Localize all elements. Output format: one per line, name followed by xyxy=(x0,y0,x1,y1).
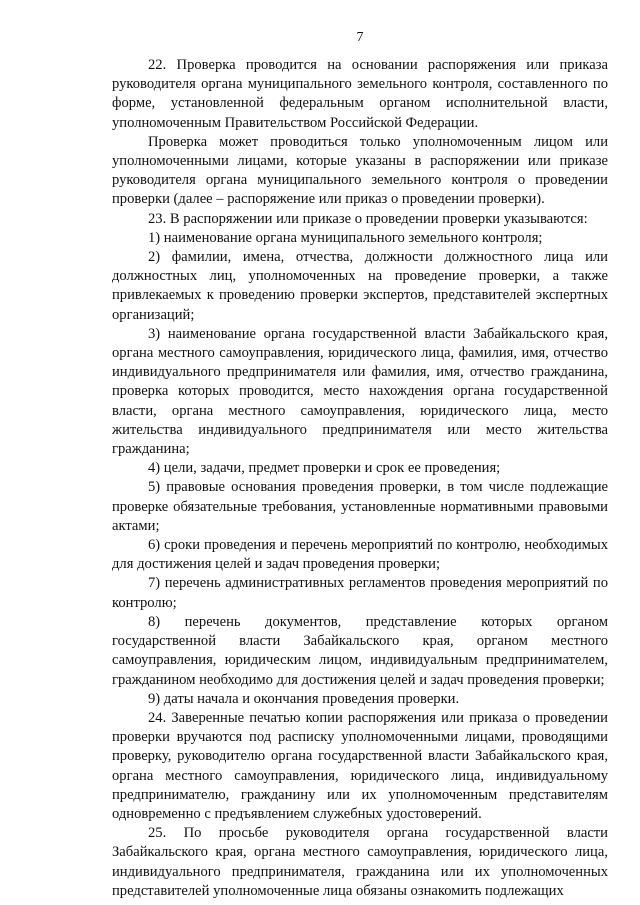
list-item-2: 2) фамилии, имена, отчества, должности должностного лица или должностных лиц, уполномоченных на проведение проверки, а также привлекаемых к проведению проверки экспертов, представителей экспертных организаций; xyxy=(112,249,608,323)
page-number: 7 xyxy=(356,30,364,45)
list-item-5: 5) правовые основания проведения проверки, в том числе подлежащие проверке обязательные требования, установленные нормативными правовыми актами; xyxy=(112,479,608,534)
list-item-9: 9) даты начала и окончания проведения проверки. xyxy=(148,690,460,707)
paragraph-22: 22. Проверка проводится на основании распоряжения или приказа руководителя органа муниципального земельного контроля, составленного по форме, установленной федеральным органом исполнительной власти, уполномоченным Правительством Российской Федерации. xyxy=(112,57,608,131)
paragraph-23: 23. В распоряжении или приказе о проведении проверки указываются: xyxy=(148,210,588,227)
list-item-7: 7) перечень административных регламентов проведения мероприятий по контролю; xyxy=(112,575,608,611)
list-item-8: 8) перечень документов, представление которых органом государственной власти Забайкальского края, органом местного самоуправления, юридическим лицом, индивидуальным предпринимателем, гражданином необходимо для достижения целей и задач проведения проверки; xyxy=(112,613,608,688)
list-item-1: 1) наименование органа муниципального земельного контроля; xyxy=(148,229,543,246)
paragraph-authorized-persons: Проверка может проводиться только уполномоченным лицом или уполномоченными лицами, которые указаны в распоряжении или приказе руководителя органа муниципального земельного контроля о проведении проверки (далее – распоряжение или приказ о проведении проверки). xyxy=(112,133,608,208)
list-item-4: 4) цели, задачи, предмет проверки и срок ее проведения; xyxy=(148,460,501,477)
list-item-6: 6) сроки проведения и перечень мероприятий по контролю, необходимых для достижения целей и задач проведения проверки; xyxy=(112,537,608,573)
paragraph-24: 24. Заверенные печатью копии распоряжения или приказа о проведении проверки вручаются под расписку уполномоченными лицами, проводящими проверку, руководителю органа государственной власти Забайкальского края, органа местного самоуправления, юридического лица, индивидуальному предпринимателю, гражданину или их уполномоченным представителям одновременно с предъявлением служебных удостоверений. xyxy=(112,709,608,822)
list-item-3: 3) наименование органа государственной власти Забайкальского края, органа местного самоуправления, юридического лица, фамилия, имя, отчество индивидуального предпринимателя или фамилия, имя, отчество гражданина, проверка которых проводится, место нахождения органа государственной власти, органа местного самоуправления, юридического лица, место жительства индивидуального предпринимателя или место жительства гражданина; xyxy=(112,325,608,458)
paragraph-25: 25. По просьбе руководителя органа государственной власти Забайкальского края, органа местного самоуправления, юридического лица, индивидуального предпринимателя, гражданина или их уполномоченных представителей уполномоченные лица обязаны ознакомить подлежащих xyxy=(112,825,608,899)
